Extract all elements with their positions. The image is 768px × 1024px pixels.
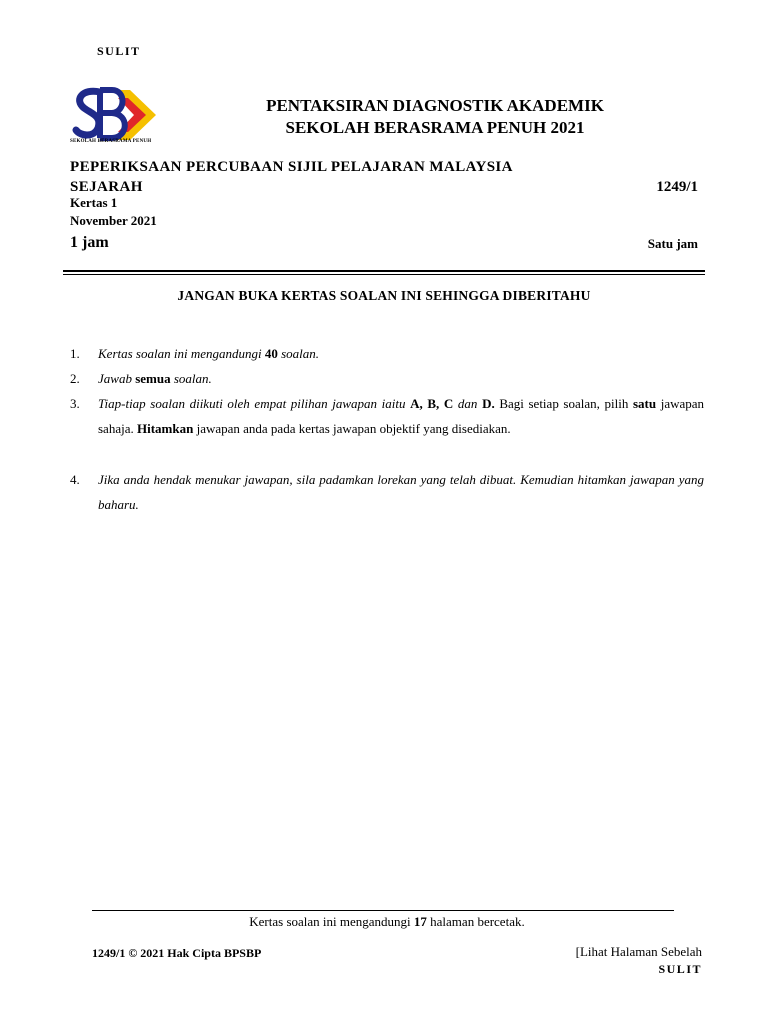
next-page-note: [Lihat Halaman Sebelah [575,944,702,959]
instruction-number: 2. [70,371,80,386]
footer-divider [92,910,674,911]
exam-date: November 2021 [70,213,157,228]
header-divider-thin [63,274,705,275]
instruction-item [70,366,704,391]
copyright-text: 1249/1 © 2021 Hak Cipta BPSBP [92,946,262,960]
exam-code: 1249/1 [656,179,698,195]
warning-notice: JANGAN BUKA KERTAS SOALAN INI SEHINGGA DIBERITAHU [177,288,591,303]
instruction-text: Tiap-tiap soalan diikuti oleh empat pilihan jawapan iaitu A, B, C dan D. Bagi setiap soalan, pilih satu jawapan sahaja. Hitamkan jawapan anda pada kertas jawapan objektif yang disediakan. [98,396,705,436]
instruction-number: 3. [70,396,80,411]
title-line-1: PENTAKSIRAN DIAGNOSTIK AKADEMIK [266,96,604,115]
instruction-item [70,467,704,517]
logo-caption: SEKOLAH BERASRAMA PENUH [70,139,152,144]
classification-top: SULIT [97,44,141,58]
instruction-text: Jawab semua soalan. [98,371,212,386]
logo-letter-b [100,90,125,138]
header-divider-thick [63,270,705,272]
instruction-number: 1. [70,346,80,361]
instruction-item [70,341,704,366]
exam-subject: SEJARAH [70,179,143,195]
instruction-number: 4. [70,472,80,487]
logo-letter-s [76,91,100,135]
exam-paper: Kertas 1 [70,195,118,210]
instruction-text: Jika anda hendak menukar jawapan, sila padamkan lorekan yang telah dibuat. Kemudian hitamkan jawapan yang baharu. [98,472,704,512]
exam-duration: 1 jam [70,234,109,251]
exam-name: PEPERIKSAAN PERCUBAAN SIJIL PELAJARAN MALAYSIA [70,159,513,175]
classification-bottom: SULIT [658,962,702,976]
page-count-note: Kertas soalan ini mengandungi 17 halaman bercetak. [249,914,525,929]
instruction-text: Kertas soalan ini mengandungi 40 soalan. [98,346,320,361]
instruction-item [70,391,704,441]
title-line-2: SEKOLAH BERASRAMA PENUH 2021 [285,118,585,137]
exam-duration-words: Satu jam [647,236,698,251]
